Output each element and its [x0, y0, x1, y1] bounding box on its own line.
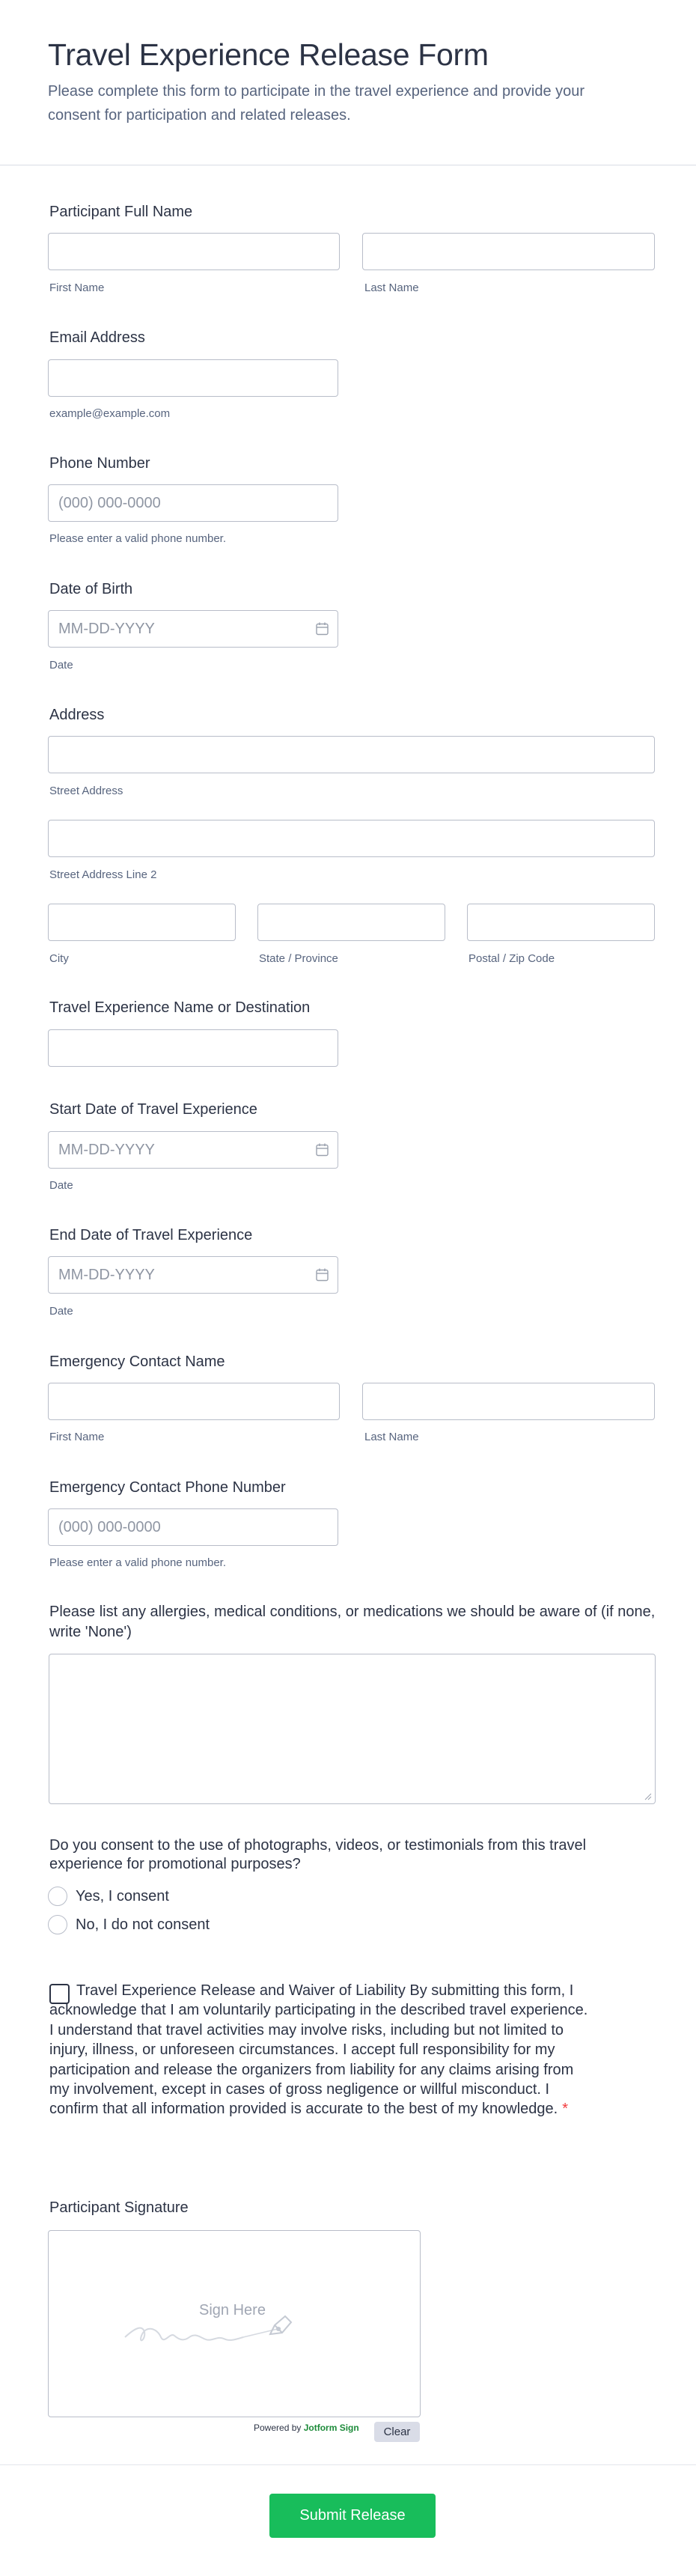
- emergency-phone-placeholder: (000) 000-0000: [58, 1519, 161, 1535]
- form-title: Travel Experience Release Form: [48, 37, 489, 72]
- email-sublabel: example@example.com: [49, 407, 171, 420]
- destination-input[interactable]: [48, 1029, 338, 1067]
- participant-last-name-sublabel: Last Name: [364, 281, 419, 294]
- dob-label: Date of Birth: [49, 581, 133, 597]
- signature-placeholder: Sign Here: [199, 2302, 266, 2318]
- zip-input[interactable]: [467, 904, 655, 941]
- city-sublabel: City: [49, 952, 69, 965]
- signature-label: Participant Signature: [49, 2199, 189, 2216]
- phone-placeholder: (000) 000-0000: [58, 495, 161, 511]
- waiver-text: Travel Experience Release and Waiver of Liability By submitting this form, I acknowledge that I am voluntarily participating in the described travel experience. I understand that travel activities may involve risks, including but not limited to injury, illness, or unforeseen circumstances. I accept full responsibility for my participation and release the organizers from liability for any claims arising from my involvement, except in cases of gross negligence or willful misconduct. I confirm that all information provided is accurate to the best of my knowledge.: [49, 1982, 588, 2118]
- street-address-input[interactable]: [48, 736, 655, 773]
- phone-input[interactable]: [48, 484, 338, 522]
- email-input[interactable]: [48, 359, 338, 397]
- street-address-line2-sublabel: Street Address Line 2: [49, 868, 157, 881]
- start-date-sublabel: Date: [49, 1179, 73, 1192]
- participant-first-name-input[interactable]: [48, 233, 340, 270]
- consent-label: Do you consent to the use of photographs, videos, or testimonials from this travel experience for promotional purposes?: [49, 1837, 587, 1872]
- phone-label: Phone Number: [49, 455, 150, 472]
- start-date-placeholder: MM-DD-YYYY: [58, 1142, 155, 1158]
- clear-signature-button[interactable]: Clear: [374, 2422, 420, 2442]
- state-input[interactable]: [257, 904, 445, 941]
- signature-pad[interactable]: [48, 2230, 421, 2417]
- emergency-name-label: Emergency Contact Name: [49, 1354, 225, 1370]
- consent-yes-label[interactable]: Yes, I consent: [76, 1888, 169, 1904]
- end-date-label: End Date of Travel Experience: [49, 1227, 253, 1243]
- participant-first-name-sublabel: First Name: [49, 281, 105, 294]
- calendar-icon[interactable]: [316, 622, 329, 636]
- emergency-first-name-input[interactable]: [48, 1383, 340, 1420]
- form-header: [0, 0, 696, 165]
- resize-grip-icon[interactable]: [643, 1791, 652, 1800]
- dob-input[interactable]: [48, 610, 338, 648]
- destination-label: Travel Experience Name or Destination: [49, 999, 311, 1016]
- end-date-sublabel: Date: [49, 1305, 73, 1318]
- email-label: Email Address: [49, 329, 145, 346]
- emergency-phone-label: Emergency Contact Phone Number: [49, 1479, 286, 1496]
- calendar-icon[interactable]: [316, 1143, 329, 1157]
- allergies-textarea[interactable]: [49, 1654, 656, 1804]
- state-sublabel: State / Province: [259, 952, 338, 965]
- end-date-placeholder: MM-DD-YYYY: [58, 1267, 155, 1283]
- start-date-input[interactable]: [48, 1131, 338, 1169]
- dob-placeholder: MM-DD-YYYY: [58, 621, 155, 637]
- consent-yes-radio[interactable]: [48, 1887, 67, 1906]
- dob-sublabel: Date: [49, 659, 73, 672]
- waiver-text-block: [49, 1981, 596, 2119]
- footer-divider: [0, 2464, 696, 2465]
- zip-sublabel: Postal / Zip Code: [468, 952, 555, 965]
- emergency-first-name-sublabel: First Name: [49, 1431, 105, 1443]
- allergies-label: Please list any allergies, medical conditions, or medications we should be aware of (if none, write 'None'): [49, 1604, 656, 1640]
- calendar-icon[interactable]: [316, 1268, 329, 1282]
- powered-by: [254, 2423, 359, 2433]
- participant-name-label: Participant Full Name: [49, 204, 193, 220]
- consent-no-radio[interactable]: [48, 1915, 67, 1934]
- participant-last-name-input[interactable]: [362, 233, 655, 270]
- emergency-last-name-input[interactable]: [362, 1383, 655, 1420]
- address-label: Address: [49, 707, 105, 723]
- form-description: Please complete this form to participate in the travel experience and provide your consent for participation and related releases.: [48, 83, 585, 124]
- required-asterisk: *: [562, 2101, 569, 2118]
- consent-no-label[interactable]: No, I do not consent: [76, 1916, 210, 1933]
- city-input[interactable]: [48, 904, 236, 941]
- street-address-sublabel: Street Address: [49, 785, 123, 797]
- start-date-label: Start Date of Travel Experience: [49, 1101, 257, 1118]
- phone-sublabel: Please enter a valid phone number.: [49, 532, 226, 545]
- emergency-phone-sublabel: Please enter a valid phone number.: [49, 1556, 226, 1569]
- submit-button[interactable]: Submit Release: [269, 2494, 436, 2538]
- end-date-input[interactable]: [48, 1256, 338, 1294]
- powered-by-prefix: Powered by: [254, 2423, 302, 2433]
- emergency-phone-input[interactable]: [48, 1508, 338, 1546]
- jotform-sign-link[interactable]: Jotform Sign: [303, 2423, 359, 2433]
- emergency-last-name-sublabel: Last Name: [364, 1431, 419, 1443]
- street-address-line2-input[interactable]: [48, 820, 655, 857]
